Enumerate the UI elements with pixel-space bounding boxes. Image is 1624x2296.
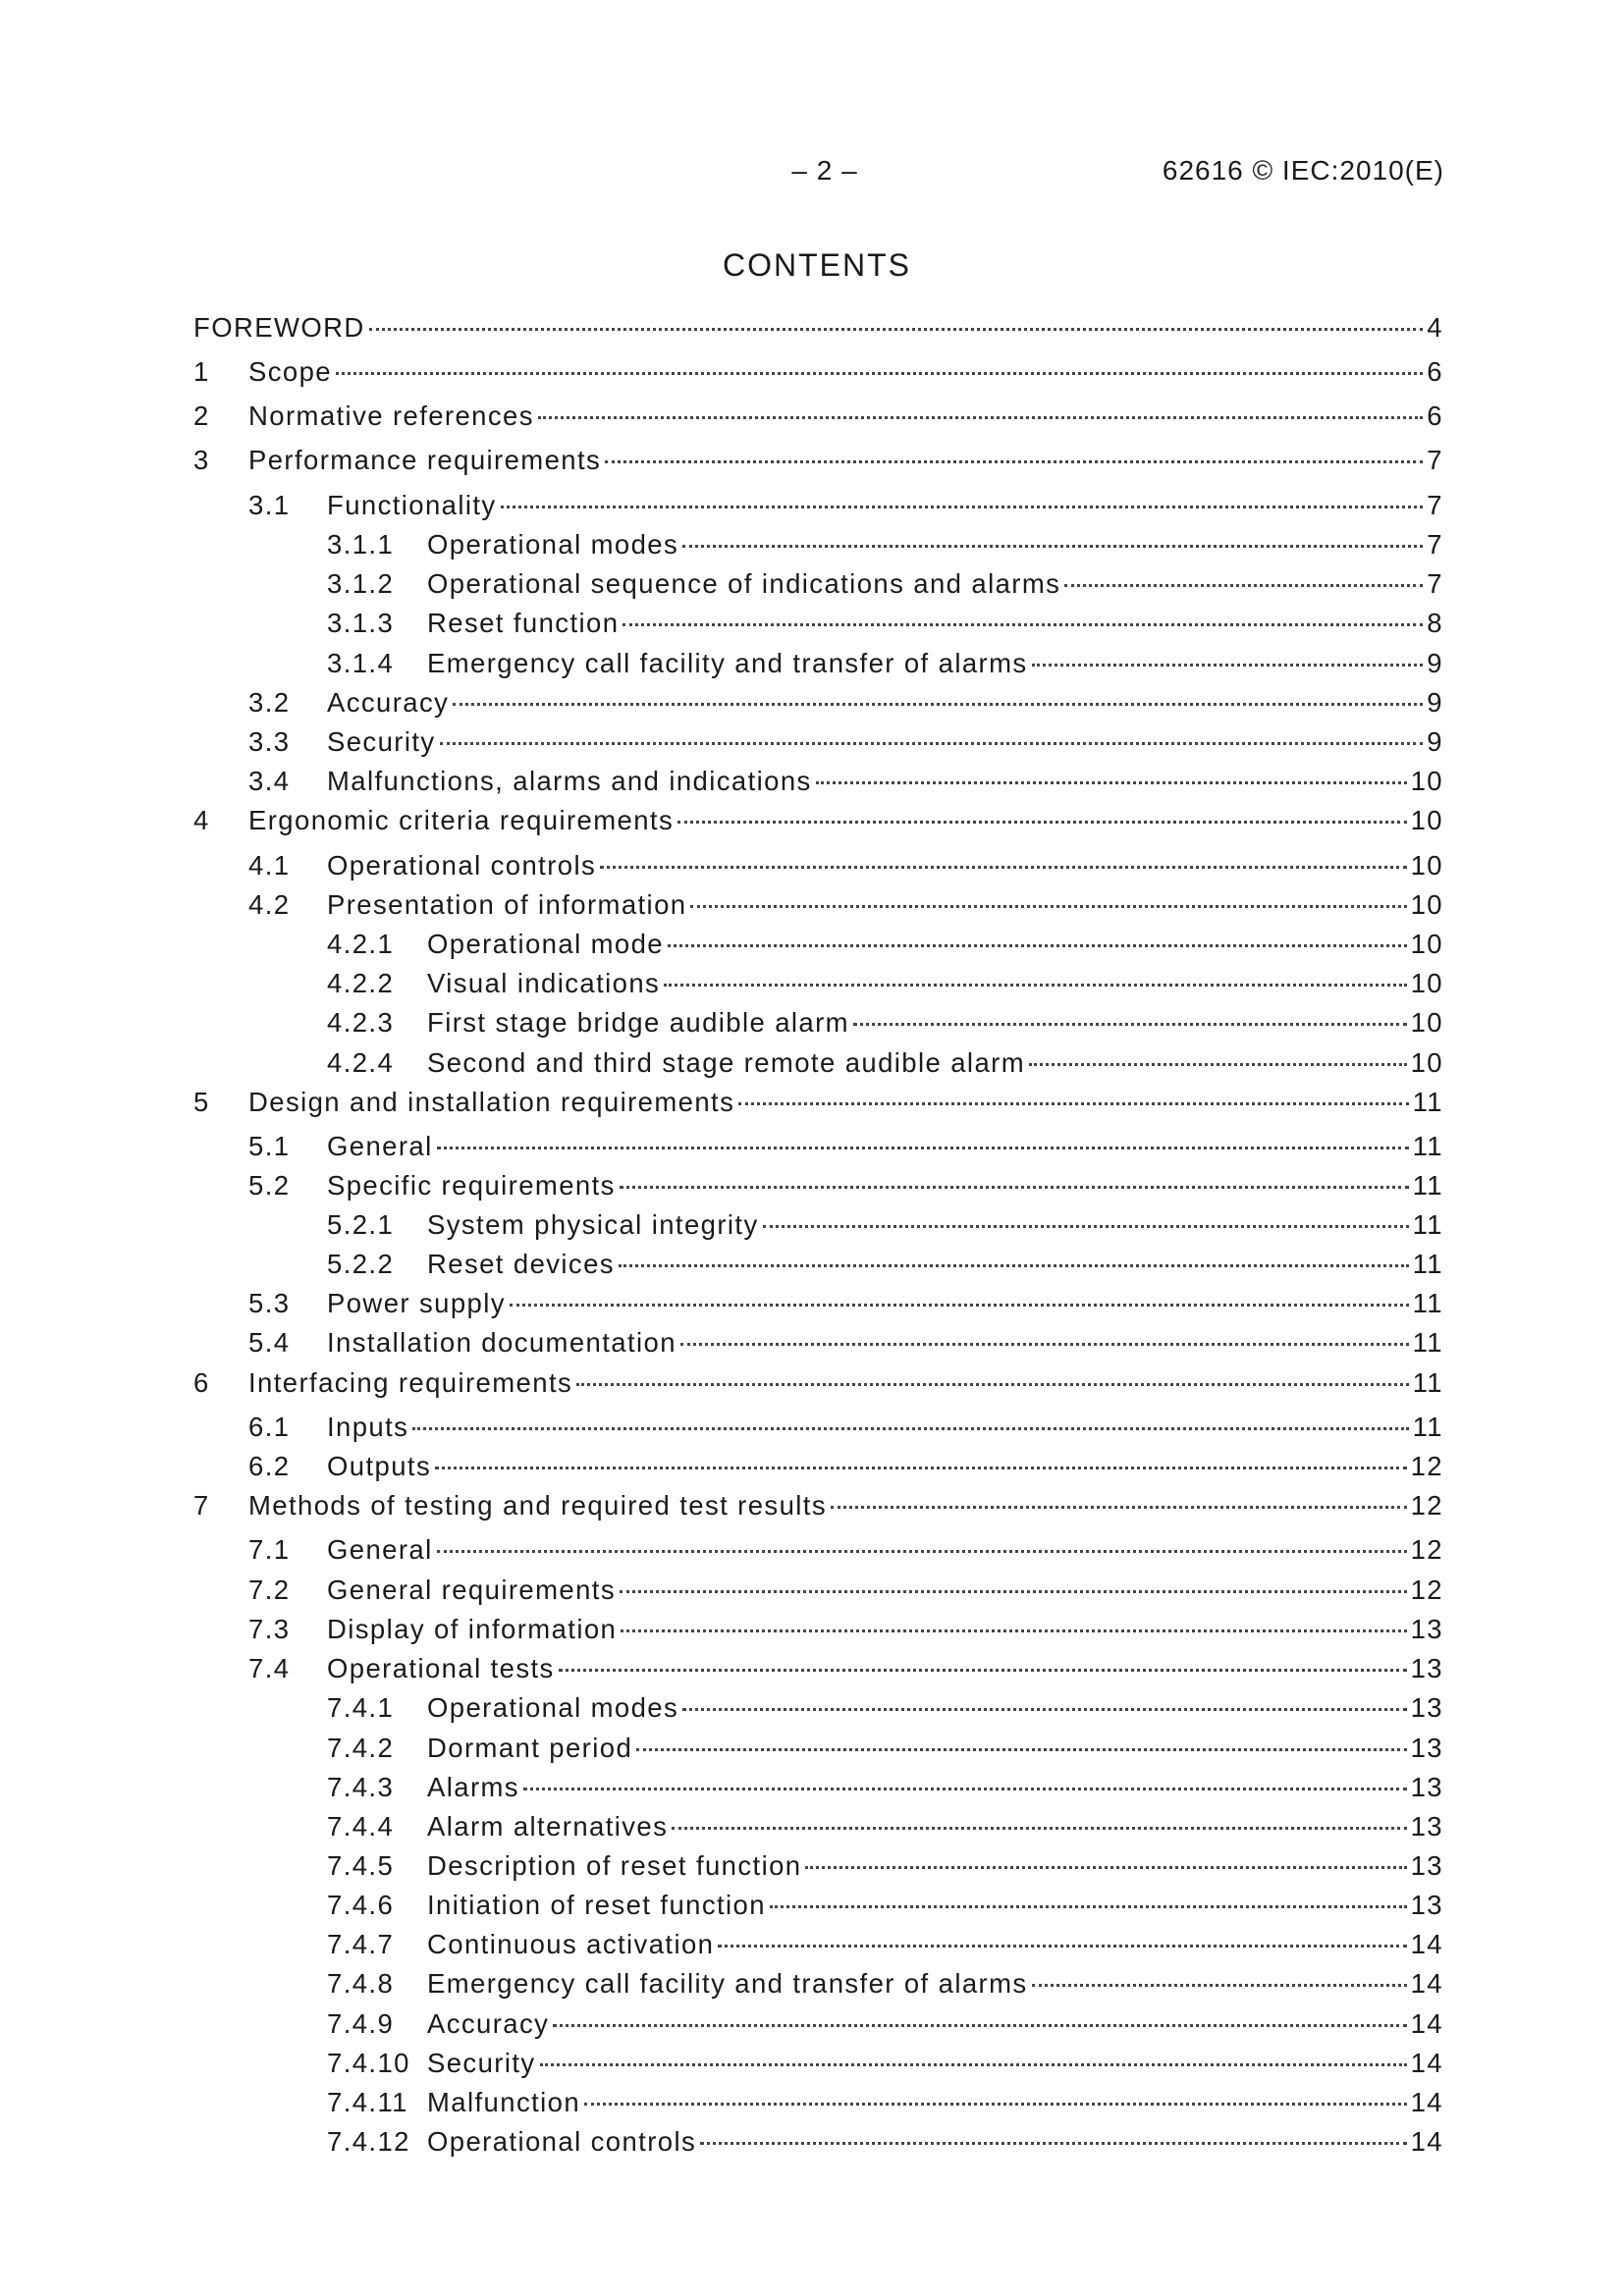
toc-entry-page: 10: [1410, 766, 1443, 796]
dot-leader: [576, 1383, 1409, 1386]
dot-leader: [668, 944, 1407, 947]
toc-entry-page: 9: [1427, 648, 1443, 678]
toc-entry[interactable]: [193, 1968, 1443, 2003]
dot-leader: [738, 1102, 1408, 1105]
toc-entry-page: 13: [1410, 1692, 1443, 1723]
toc-entry-page: 11: [1412, 1131, 1443, 1161]
toc-entry-page: 13: [1410, 1614, 1443, 1644]
toc-entry-page: 12: [1410, 1451, 1443, 1481]
toc-entry-page: 13: [1410, 1890, 1443, 1920]
toc-entry[interactable]: [193, 2048, 1443, 2083]
dot-leader: [1029, 1063, 1407, 1066]
toc-entry-title: FOREWORD: [193, 312, 365, 343]
dot-leader: [523, 1788, 1407, 1790]
toc-entry[interactable]: [193, 929, 1443, 964]
toc-entry-number: 4: [193, 805, 210, 835]
toc-entry-title: Initiation of reset function: [427, 1890, 766, 1920]
toc-entry[interactable]: [193, 529, 1443, 564]
toc-entry-page: 7: [1427, 445, 1443, 475]
dot-leader: [412, 1427, 1408, 1430]
dot-leader: [664, 984, 1406, 987]
toc-entry-page: 7: [1427, 568, 1443, 599]
toc-entry-page: 14: [1410, 1968, 1443, 1999]
dot-leader: [770, 1905, 1407, 1908]
dot-leader: [718, 1945, 1406, 1948]
toc-entry[interactable]: [193, 805, 1443, 840]
toc-entry[interactable]: [193, 356, 1443, 392]
toc-entry-title: Malfunctions, alarms and indications: [327, 766, 812, 796]
dot-leader: [636, 1748, 1406, 1751]
toc-entry-page: 10: [1410, 1047, 1443, 1078]
toc-entry[interactable]: [193, 1249, 1443, 1284]
toc-entry[interactable]: [193, 1575, 1443, 1610]
toc-entry-page: 11: [1412, 1087, 1443, 1117]
toc-entry-title: Outputs: [327, 1451, 432, 1481]
toc-entry[interactable]: [193, 1367, 1443, 1403]
toc-entry-page: 10: [1410, 1007, 1443, 1038]
toc-entry-number: 5.2.1: [327, 1209, 395, 1240]
dot-leader: [623, 623, 1423, 626]
dot-leader: [336, 372, 1423, 375]
toc-entry-page: 13: [1410, 1733, 1443, 1763]
toc-entry-number: 7.4.11: [327, 2087, 408, 2117]
toc-entry-number: 5.3: [248, 1288, 291, 1318]
toc-entry-number: 7.4.3: [327, 1772, 395, 1802]
toc-entry-title: Scope: [248, 356, 332, 387]
toc-entry[interactable]: [193, 1007, 1443, 1042]
dot-leader: [440, 742, 1424, 745]
toc-entry-title: Operational controls: [427, 2126, 697, 2157]
toc-entry[interactable]: [193, 1288, 1443, 1323]
toc-entry-number: 7.4.4: [327, 1811, 395, 1842]
dot-leader: [584, 2103, 1407, 2106]
toc-entry-page: 6: [1427, 400, 1443, 431]
toc-entry-number: 4.2: [248, 889, 291, 920]
dot-leader: [453, 703, 1423, 706]
toc-entry[interactable]: [193, 400, 1443, 436]
toc-entry-title: Accuracy: [427, 2008, 550, 2039]
toc-entry-title: Presentation of information: [327, 889, 687, 920]
toc-entry[interactable]: [193, 1451, 1443, 1486]
toc-entry-title: General: [327, 1534, 433, 1565]
toc-entry-page: 10: [1410, 850, 1443, 881]
toc-entry-title: Operational mode: [427, 929, 665, 959]
toc-entry-page: 13: [1410, 1850, 1443, 1881]
dot-leader: [677, 821, 1406, 824]
toc-entry[interactable]: [193, 608, 1443, 643]
toc-entry-number: 7.4.6: [327, 1890, 395, 1920]
standard-reference: 62616 © IEC:2010(E): [1162, 155, 1444, 186]
toc-entry-number: 5.2: [248, 1170, 291, 1201]
toc-entry[interactable]: [193, 568, 1443, 604]
toc-entry-title: Accuracy: [327, 687, 450, 718]
dot-leader: [621, 1629, 1406, 1632]
toc-entry-title: Continuous activation: [427, 1929, 715, 1959]
toc-entry-number: 7.4.2: [327, 1733, 395, 1763]
toc-entry-title: Emergency call facility and transfer of alarms: [427, 648, 1028, 678]
toc-entry-title: Malfunction: [427, 2087, 581, 2117]
toc-entry-number: 5: [193, 1087, 210, 1117]
toc-entry-page: 4: [1427, 312, 1443, 343]
toc-entry-number: 4.2.3: [327, 1007, 395, 1038]
toc-entry-number: 6: [193, 1367, 210, 1398]
toc-entry-page: 9: [1427, 687, 1443, 718]
toc-entry-page: 12: [1410, 1490, 1443, 1521]
toc-entry-title: Reset function: [427, 608, 620, 638]
toc-entry-title: General: [327, 1131, 433, 1161]
toc-entry[interactable]: [193, 1170, 1443, 1205]
toc-entry-number: 7.4.9: [327, 2008, 395, 2039]
toc-entry-title: Visual indications: [427, 968, 661, 998]
dot-leader: [538, 416, 1423, 419]
toc-entry-number: 3.3: [248, 726, 291, 757]
toc-entry-title: Functionality: [327, 490, 497, 520]
toc-entry-page: 14: [1410, 2126, 1443, 2157]
dot-leader: [437, 1550, 1407, 1553]
toc-entry-number: 3.2: [248, 687, 291, 718]
toc-entry[interactable]: [193, 648, 1443, 683]
toc-entry-page: 14: [1410, 2048, 1443, 2078]
toc-entry[interactable]: [193, 1614, 1443, 1649]
toc-entry-title: Operational modes: [427, 529, 679, 560]
toc-entry-title: Specific requirements: [327, 1170, 616, 1201]
toc-entry-page: 11: [1412, 1412, 1443, 1442]
toc-entry[interactable]: [193, 726, 1443, 762]
toc-entry-page: 12: [1410, 1575, 1443, 1605]
toc-entry[interactable]: [193, 445, 1443, 480]
toc-entry[interactable]: [193, 1327, 1443, 1362]
toc-entry-number: 7.4.8: [327, 1968, 395, 1999]
toc-entry-title: Methods of testing and required test results: [248, 1490, 827, 1521]
dot-leader: [690, 905, 1406, 908]
dot-leader: [700, 2142, 1407, 2145]
dot-leader: [763, 1225, 1409, 1228]
toc-entry-page: 11: [1412, 1249, 1443, 1279]
toc-entry[interactable]: [193, 850, 1443, 885]
toc-entry[interactable]: [193, 1534, 1443, 1570]
toc-entry[interactable]: [193, 1772, 1443, 1807]
toc-entry[interactable]: [193, 687, 1443, 722]
toc-entry-number: 4.2.2: [327, 968, 395, 998]
toc-entry[interactable]: [193, 1209, 1443, 1245]
toc-entry-title: First stage bridge audible alarm: [427, 1007, 849, 1038]
toc-entry-title: Display of information: [327, 1614, 618, 1644]
toc-entry-page: 11: [1412, 1170, 1443, 1201]
dot-leader: [619, 1264, 1409, 1267]
toc-entry-number: 5.1: [248, 1131, 291, 1161]
toc-entry-page: 10: [1410, 968, 1443, 998]
toc-entry-page: 12: [1410, 1534, 1443, 1565]
toc-entry[interactable]: [193, 2008, 1443, 2044]
toc-entry[interactable]: [193, 2087, 1443, 2122]
toc-entry-title: Alarms: [427, 1772, 519, 1802]
dot-leader: [805, 1866, 1406, 1869]
toc-entry-page: 10: [1410, 805, 1443, 835]
dot-leader: [1032, 1984, 1407, 1987]
dot-leader: [501, 506, 1424, 508]
toc-entry-title: Operational controls: [327, 850, 597, 881]
toc-entry[interactable]: [193, 1850, 1443, 1886]
toc-entry[interactable]: [193, 1087, 1443, 1122]
toc-entry-number: 7: [193, 1490, 210, 1521]
toc-entry-number: 7.2: [248, 1575, 291, 1605]
dot-leader: [369, 328, 1424, 331]
dot-leader: [600, 866, 1407, 869]
toc-entry-number: 3.4: [248, 766, 291, 796]
toc-entry-number: 5.2.2: [327, 1249, 395, 1279]
toc-entry-page: 14: [1410, 1929, 1443, 1959]
toc-entry-page: 11: [1412, 1209, 1443, 1240]
dot-leader: [853, 1023, 1407, 1026]
dot-leader: [682, 545, 1423, 548]
dot-leader: [553, 2024, 1406, 2027]
toc-entry-title: Design and installation requirements: [248, 1087, 735, 1117]
toc-entry-page: 13: [1410, 1653, 1443, 1683]
toc-entry-number: 3.1.3: [327, 608, 395, 638]
toc-entry[interactable]: [193, 1653, 1443, 1688]
toc-entry-number: 7.4.10: [327, 2048, 410, 2078]
toc-entry-title: Reset devices: [427, 1249, 615, 1279]
toc-entry-title: General requirements: [327, 1575, 616, 1605]
dot-leader: [510, 1304, 1409, 1307]
toc-entry-title: Operational modes: [427, 1692, 679, 1723]
toc-entry[interactable]: [193, 2126, 1443, 2162]
toc-entry-number: 7.1: [248, 1534, 291, 1565]
toc-entry-page: 10: [1410, 889, 1443, 920]
toc-entry-number: 3: [193, 445, 210, 475]
toc-entry-title: Dormant period: [427, 1733, 633, 1763]
toc-entry[interactable]: [193, 1890, 1443, 1925]
toc-entry[interactable]: [193, 312, 1443, 347]
dot-leader: [1032, 664, 1424, 667]
toc-entry-page: 11: [1412, 1327, 1443, 1358]
toc-entry-title: Inputs: [327, 1412, 409, 1442]
page-number: – 2 –: [791, 155, 858, 186]
toc-entry[interactable]: [193, 889, 1443, 925]
toc-entry-number: 4.1: [248, 850, 291, 881]
toc-entry[interactable]: [193, 1047, 1443, 1083]
toc-entry-title: Ergonomic criteria requirements: [248, 805, 675, 835]
toc-entry[interactable]: [193, 1733, 1443, 1768]
toc-entry-number: 2: [193, 400, 210, 431]
toc-entry-page: 6: [1427, 356, 1443, 387]
dot-leader: [620, 1590, 1407, 1593]
toc-entry[interactable]: [193, 1811, 1443, 1846]
toc-entry-title: Performance requirements: [248, 445, 602, 475]
toc-entry-title: Normative references: [248, 400, 534, 431]
toc-entry-number: 3.1.1: [327, 529, 395, 560]
toc-entry[interactable]: [193, 766, 1443, 801]
toc-entry-number: 7.4.5: [327, 1850, 395, 1881]
dot-leader: [559, 1669, 1407, 1672]
toc-entry-title: Emergency call facility and transfer of alarms: [427, 1968, 1028, 1999]
toc-entry-title: Description of reset function: [427, 1850, 802, 1881]
toc-entry-number: 3.1.4: [327, 648, 395, 678]
toc-entry-page: 14: [1410, 2087, 1443, 2117]
toc-entry-title: Operational tests: [327, 1653, 555, 1683]
toc-entry-title: Security: [327, 726, 436, 757]
toc-entry-page: 8: [1427, 608, 1443, 638]
toc-entry[interactable]: [193, 490, 1443, 525]
toc-entry-number: 3.1.2: [327, 568, 395, 599]
toc-entry-number: 3.1: [248, 490, 291, 520]
toc-entry-page: 14: [1410, 2008, 1443, 2039]
toc-entry-title: Alarm alternatives: [427, 1811, 669, 1842]
toc-entry-number: 6.1: [248, 1412, 291, 1442]
toc-entry-title: Interfacing requirements: [248, 1367, 573, 1398]
dot-leader: [1064, 584, 1423, 587]
toc-entry-page: 13: [1410, 1811, 1443, 1842]
toc-entry-number: 7.4.1: [327, 1692, 395, 1723]
toc-entry-page: 13: [1410, 1772, 1443, 1802]
dot-leader: [831, 1506, 1407, 1509]
toc-entry-number: 7.3: [248, 1614, 291, 1644]
toc-entry[interactable]: [193, 1412, 1443, 1447]
toc-entry[interactable]: [193, 1490, 1443, 1525]
dot-leader: [682, 1708, 1406, 1711]
toc-entry-number: 7.4: [248, 1653, 291, 1683]
toc-entry-title: Security: [427, 2048, 536, 2078]
contents-title: CONTENTS: [723, 247, 911, 283]
toc-entry[interactable]: [193, 968, 1443, 1003]
toc-entry-title: Installation documentation: [327, 1327, 677, 1358]
dot-leader: [620, 1186, 1409, 1189]
dot-leader: [437, 1147, 1409, 1149]
dot-leader: [680, 1343, 1409, 1346]
toc-entry-number: 6.2: [248, 1451, 291, 1481]
dot-leader: [540, 2063, 1407, 2066]
toc-entry[interactable]: [193, 1929, 1443, 1964]
toc-entry-title: Power supply: [327, 1288, 506, 1318]
dot-leader: [672, 1827, 1406, 1830]
toc-entry-number: 4.2.1: [327, 929, 395, 959]
toc-entry-title: Operational sequence of indications and alarms: [427, 568, 1061, 599]
toc-entry-number: 5.4: [248, 1327, 291, 1358]
toc-entry-number: 7.4.7: [327, 1929, 395, 1959]
toc-entry-page: 11: [1412, 1288, 1443, 1318]
toc-entry-page: 9: [1427, 726, 1443, 757]
toc-entry-number: 4.2.4: [327, 1047, 395, 1078]
toc-entry[interactable]: [193, 1131, 1443, 1166]
dot-leader: [435, 1467, 1407, 1469]
toc-entry[interactable]: [193, 1692, 1443, 1728]
toc-entry-title: System physical integrity: [427, 1209, 759, 1240]
toc-entry-page: 11: [1412, 1367, 1443, 1398]
toc-entry-number: 1: [193, 356, 210, 387]
dot-leader: [605, 460, 1423, 463]
dot-leader: [816, 781, 1407, 784]
toc-entry-page: 10: [1410, 929, 1443, 959]
toc-entry-page: 7: [1427, 490, 1443, 520]
toc-entry-title: Second and third stage remote audible alarm: [427, 1047, 1026, 1078]
toc-entry-number: 7.4.12: [327, 2126, 410, 2157]
toc-entry-page: 7: [1427, 529, 1443, 560]
